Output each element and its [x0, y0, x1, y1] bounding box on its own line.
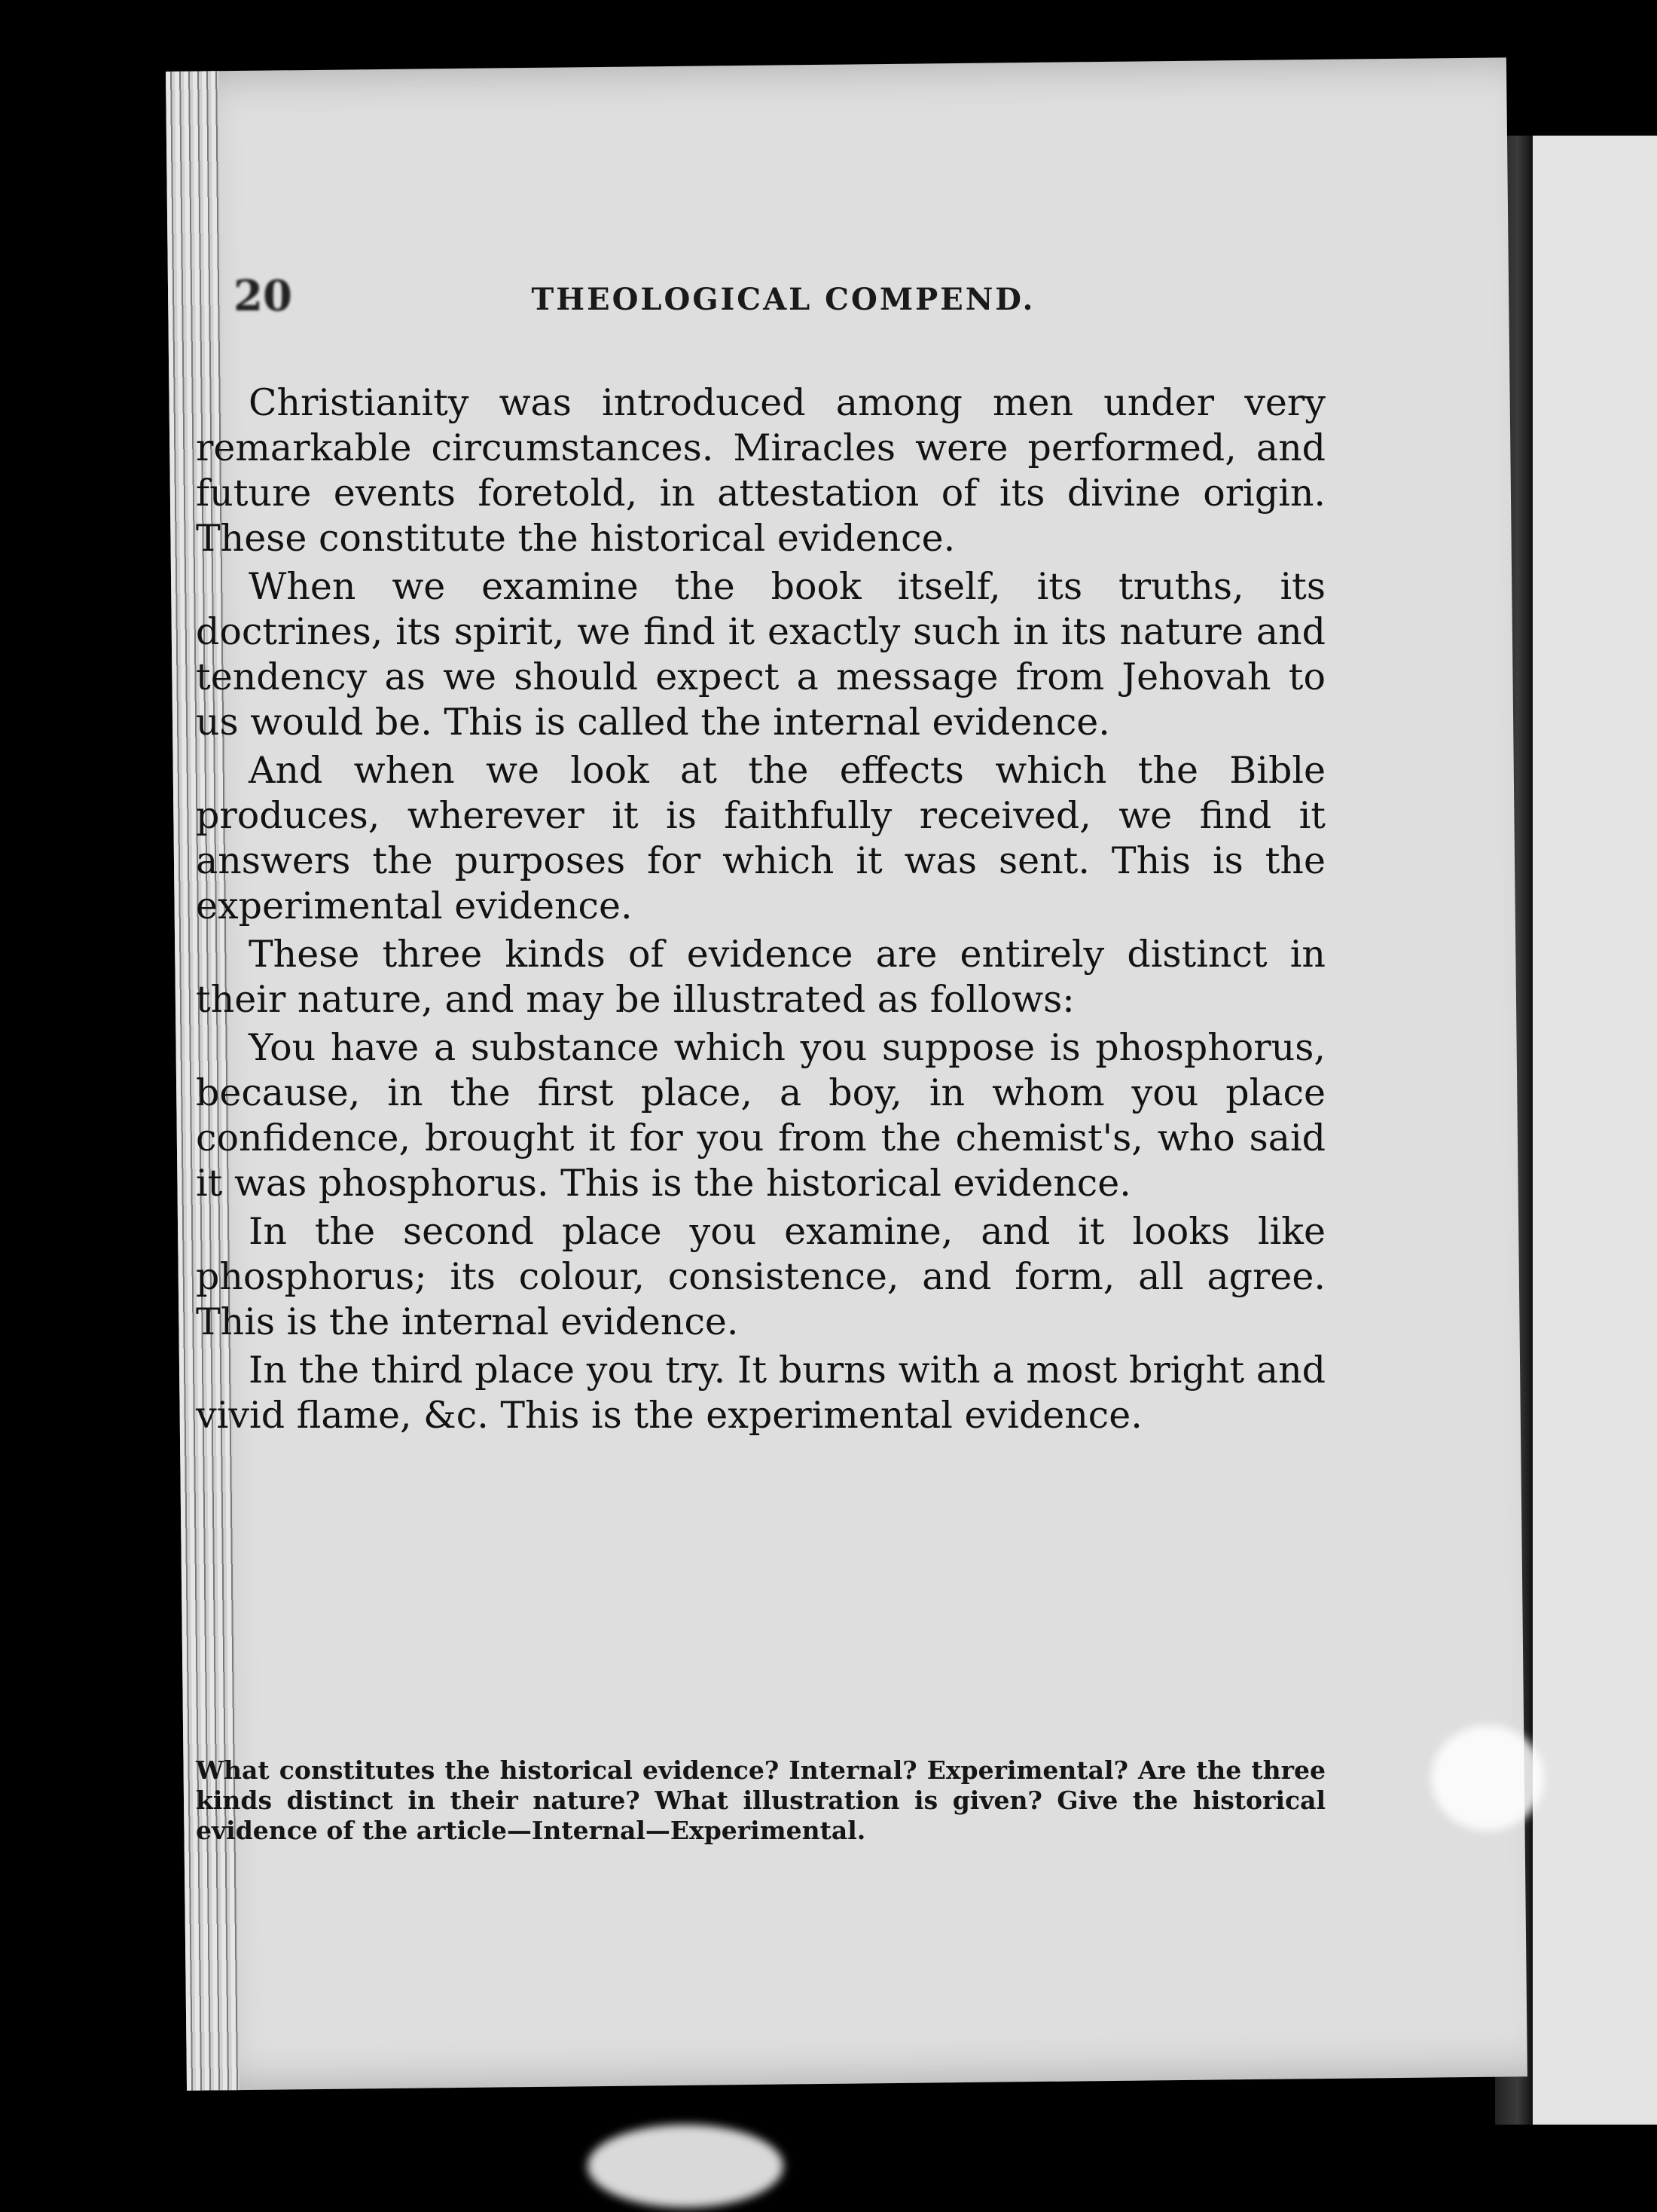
page-stain — [587, 2125, 783, 2207]
body-text — [196, 380, 1326, 1441]
paragraph-experimental: And when we look at the effects which the Bible produces, wherever it is faithfully received, we find it answers the purposes for which it was sent. This is the experimental evidence. — [196, 749, 1326, 927]
running-head — [233, 271, 1333, 324]
paragraph-phosphorus-second: In the second place you examine, and it looks like phosphorus; its colour, consistence, and form, all agree. This is the internal evidence. — [196, 1210, 1326, 1343]
review-questions: What constitutes the historical evidence? Internal? Experimental? Are the three kinds distinct in their nature? What illustration is given? Give the historical evidence of the article—Internal—Experimental. — [196, 1755, 1326, 1845]
page-title: THEOLOGICAL COMPEND. — [531, 282, 1036, 317]
page-stain — [1431, 1725, 1544, 1831]
paragraph-three-kinds: These three kinds of evidence are entirely distinct in their nature, and may be illustrated as follows: — [196, 933, 1326, 1021]
paragraph-phosphorus-third: In the third place you try. It burns with a most bright and vivid flame, &c. This is the experimental evidence. — [196, 1349, 1326, 1437]
paragraph-historical: Christianity was introduced among men under very remarkable circumstances. Miracles were performed, and future events foretold, in attestation of its divine origin. These constitute the historical evidence. — [196, 381, 1326, 560]
page-number: 20 — [233, 271, 292, 321]
paragraph-phosphorus-first: You have a substance which you suppose is phosphorus, because, in the first place, a boy, in whom you place confidence, brought it for you from the chemist's, who said it was phosphorus. This is the historical evidence. — [196, 1026, 1326, 1205]
paragraph-internal: When we examine the book itself, its truths, its doctrines, its spirit, we find it exactly such in its nature and tendency as we should expect a message from Jehovah to us would be. This is called the internal evidence. — [196, 565, 1326, 744]
